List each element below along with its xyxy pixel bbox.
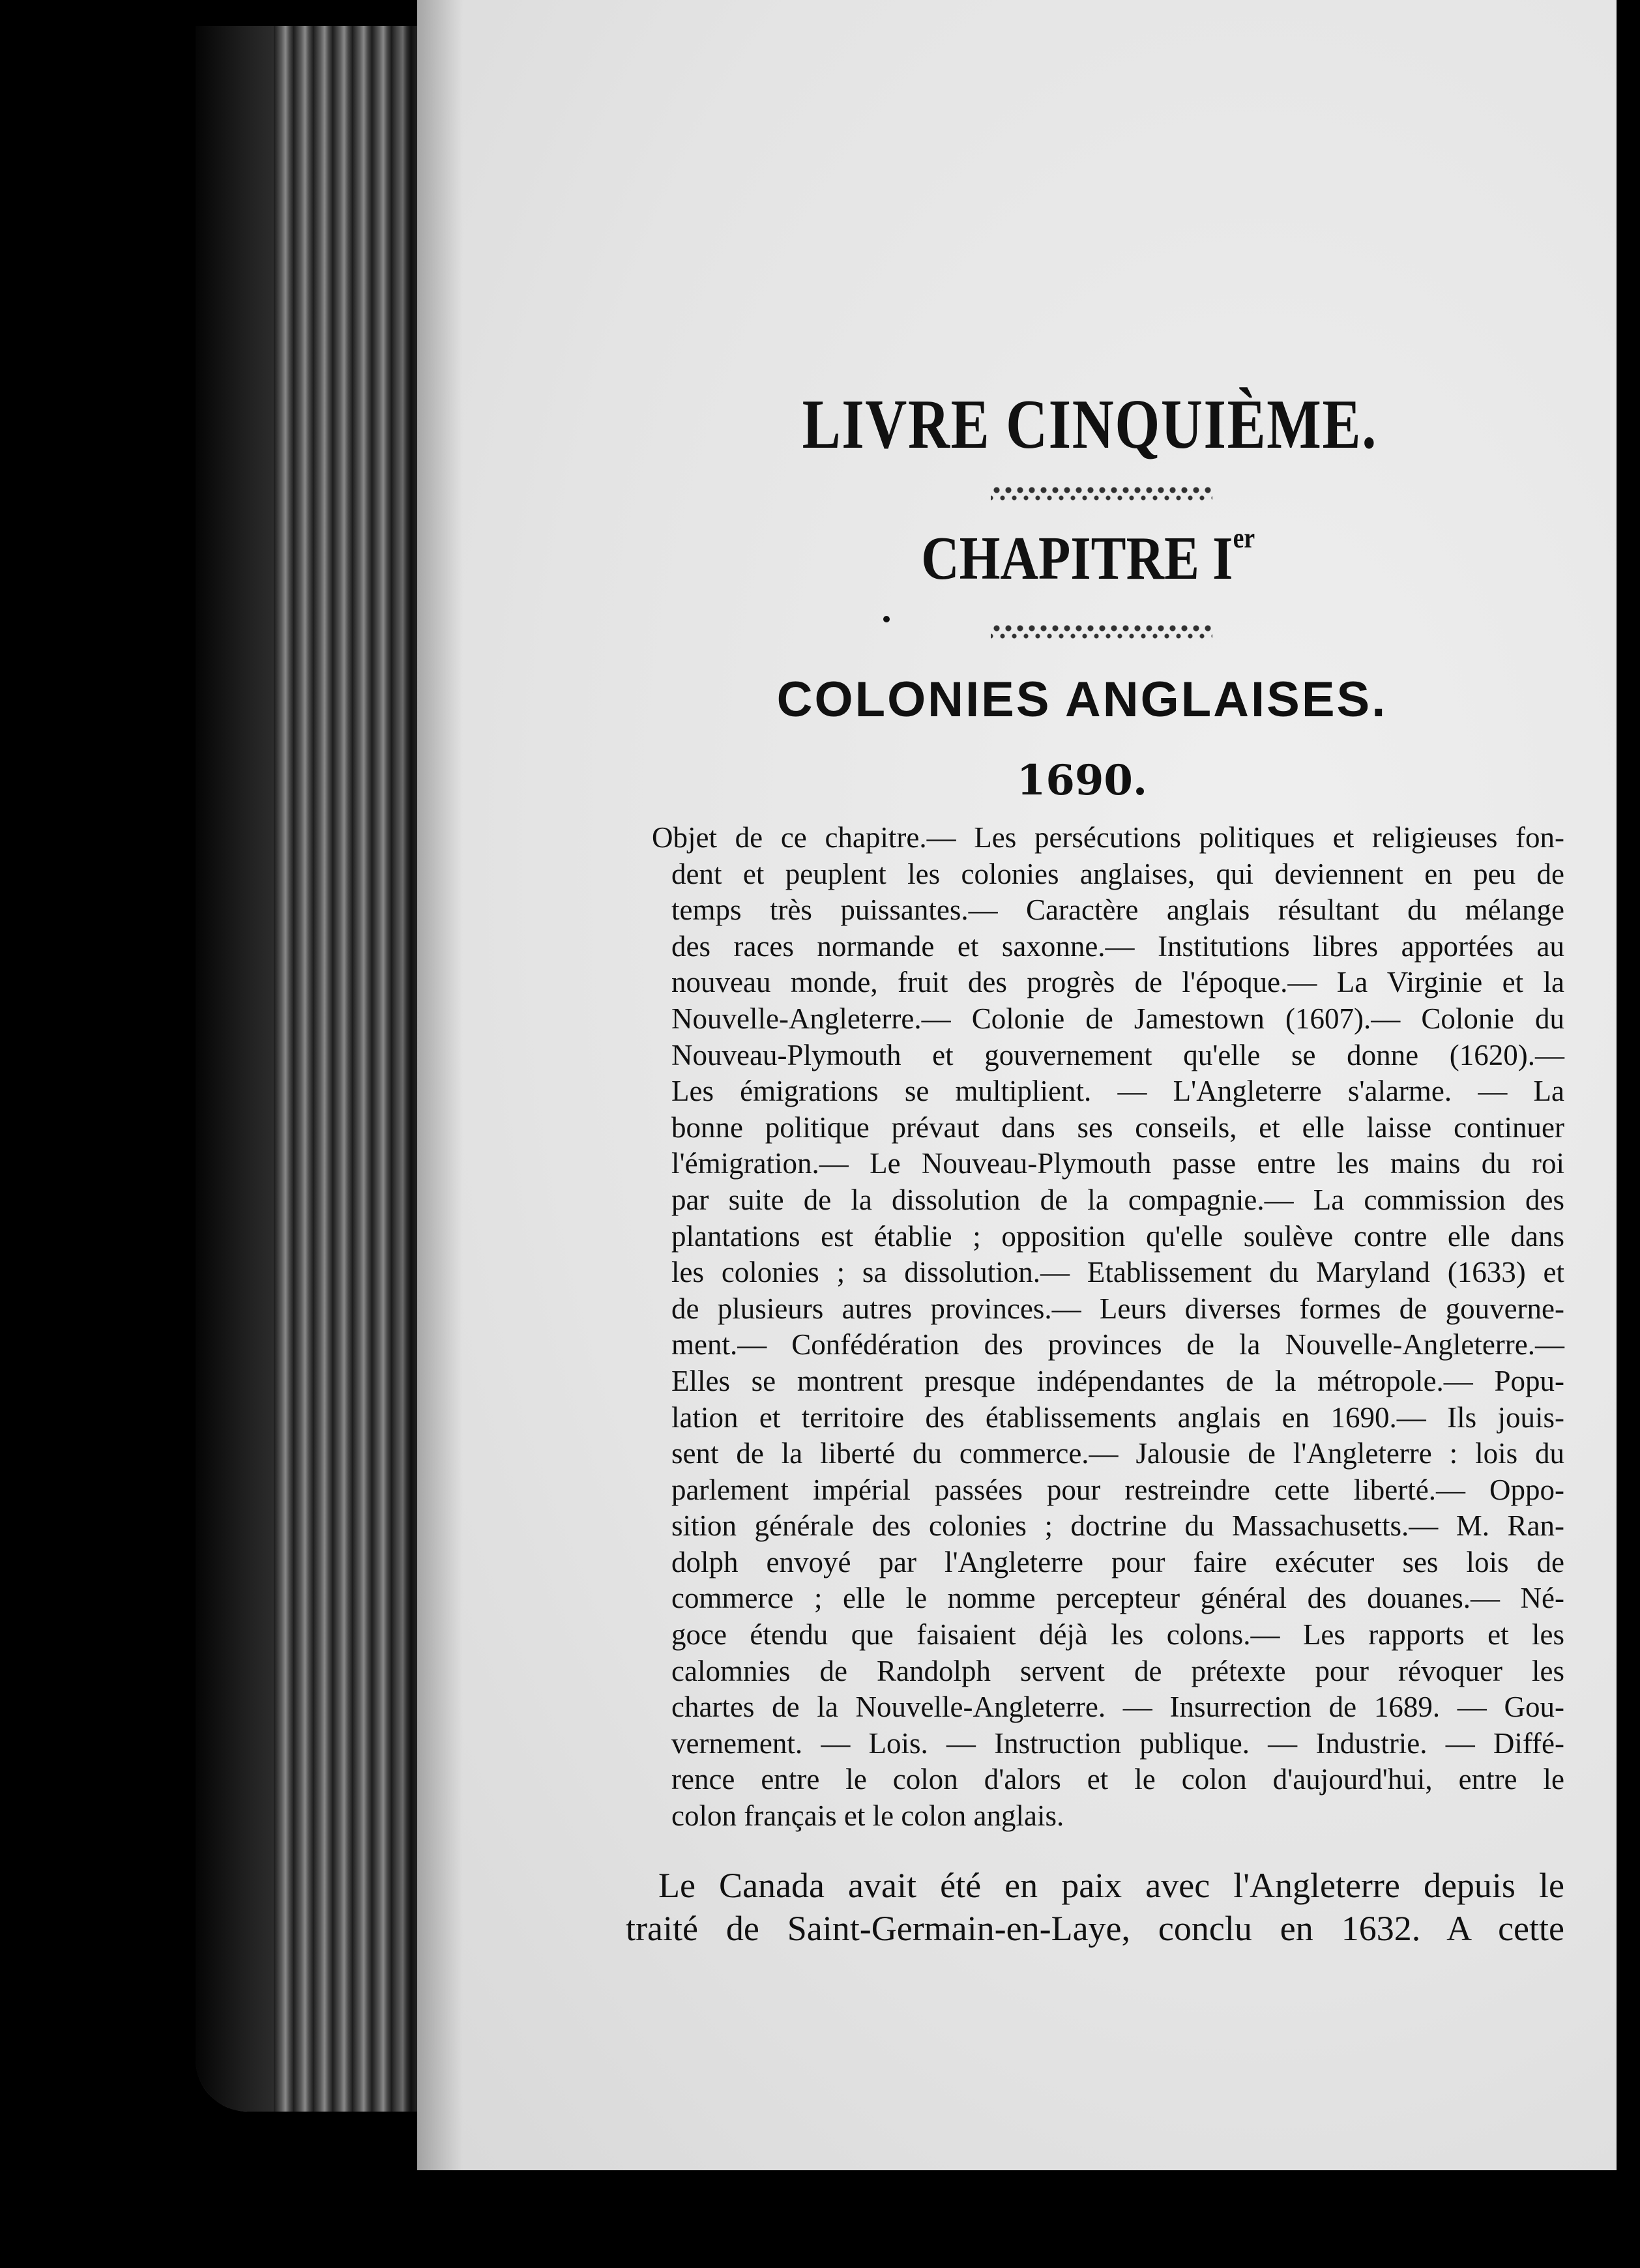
ornament-rule-bottom xyxy=(991,624,1212,640)
summary-line: lation et territoire des établissements anglais en 1690.— Ils jouis- xyxy=(671,1401,1564,1434)
page-edges-shadow xyxy=(196,26,274,2112)
body-line: traité de Saint-Germain-en-Laye, conclu en 1632. A cette xyxy=(626,1909,1564,1948)
summary-line: l'émigration.— Le Nouveau-Plymouth passe entre les mains du roi xyxy=(671,1147,1564,1180)
summary-line: Objet de ce chapitre.— Les persécutions politiques et religieuses fon- xyxy=(652,821,1564,854)
body-paragraph xyxy=(626,1864,1564,1950)
summary-line: par suite de la dissolution de la compagnie.— La commission des xyxy=(671,1183,1564,1216)
summary-line: dent et peuplent les colonies anglaises, qui deviennent en peu de xyxy=(671,857,1564,890)
summary-line: rence entre le colon d'alors et le colon d'aujourd'hui, entre le xyxy=(671,1763,1564,1796)
ornament-rule-top xyxy=(991,486,1212,502)
summary-line: colon français et le colon anglais. xyxy=(671,1799,1064,1833)
section-year: 1690. xyxy=(1016,756,1148,805)
chapter-superscript: er xyxy=(1233,522,1255,554)
summary-line: calomnies de Randolph servent de prétexte pour révoquer les xyxy=(671,1654,1564,1687)
summary-line: sent de la liberté du commerce.— Jalousie de l'Angleterre : lois du xyxy=(671,1437,1564,1470)
body-line: Le Canada avait été en paix avec l'Angleterre depuis le xyxy=(658,1866,1564,1905)
summary-line: dolph envoyé par l'Angleterre pour faire exécuter ses lois de xyxy=(671,1545,1564,1578)
chapter-label: CHAPITRE I xyxy=(921,525,1233,592)
summary-line: ment.— Confédération des provinces de la Nouvelle-Angleterre.— xyxy=(671,1328,1564,1361)
summary-line: les colonies ; sa dissolution.— Etablissement du Maryland (1633) et xyxy=(671,1256,1564,1289)
summary-line: temps très puissantes.— Caractère anglais résultant du mélange xyxy=(671,894,1564,927)
summary-line: Les émigrations se multiplient. — L'Angleterre s'alarme. — La xyxy=(671,1075,1564,1108)
summary-line: nouveau monde, fruit des progrès de l'époque.— La Virginie et la xyxy=(671,966,1564,999)
section-title: COLONIES ANGLAISES. xyxy=(776,672,1388,727)
summary-line: Elles se montrent presque indépendantes de la métropole.— Popu- xyxy=(671,1364,1564,1397)
book-title: LIVRE CINQUIÈME. xyxy=(802,386,1378,463)
gutter-shadow xyxy=(417,0,463,2170)
summary-line: commerce ; elle le nomme percepteur général des douanes.— Né- xyxy=(671,1582,1564,1615)
summary-line: des races normande et saxonne.— Institutions libres apportées au xyxy=(671,929,1564,963)
summary-line: plantations est établie ; opposition qu'elle soulève contre elle dans xyxy=(671,1219,1564,1253)
summary-line: goce étendu que faisaient déjà les colons.— Les rapports et les xyxy=(671,1618,1564,1651)
book-page xyxy=(417,0,1617,2170)
summary-line: Nouvelle-Angleterre.— Colonie de Jamestown (1607).— Colonie du xyxy=(671,1002,1564,1035)
summary-line: vernement. — Lois. — Instruction publique. — Industrie. — Diffé- xyxy=(671,1726,1564,1760)
summary-line: parlement impérial passées pour restreindre cette liberté.— Oppo- xyxy=(671,1473,1564,1506)
summary-line: de plusieurs autres provinces.— Leurs diverses formes de gouverne- xyxy=(671,1292,1564,1325)
chapter-title xyxy=(516,521,1547,594)
stray-dot-mark xyxy=(883,616,890,622)
summary-line: chartes de la Nouvelle-Angleterre. — Insurrection de 1689. — Gou- xyxy=(671,1691,1564,1724)
summary-line: sition générale des colonies ; doctrine du Massachusetts.— M. Ran- xyxy=(671,1509,1564,1543)
summary-line: bonne politique prévaut dans ses conseils, et elle laisse continuer xyxy=(671,1111,1564,1144)
summary-line: Nouveau-Plymouth et gouvernement qu'elle se donne (1620).— xyxy=(671,1038,1564,1071)
chapter-summary xyxy=(652,820,1564,1835)
